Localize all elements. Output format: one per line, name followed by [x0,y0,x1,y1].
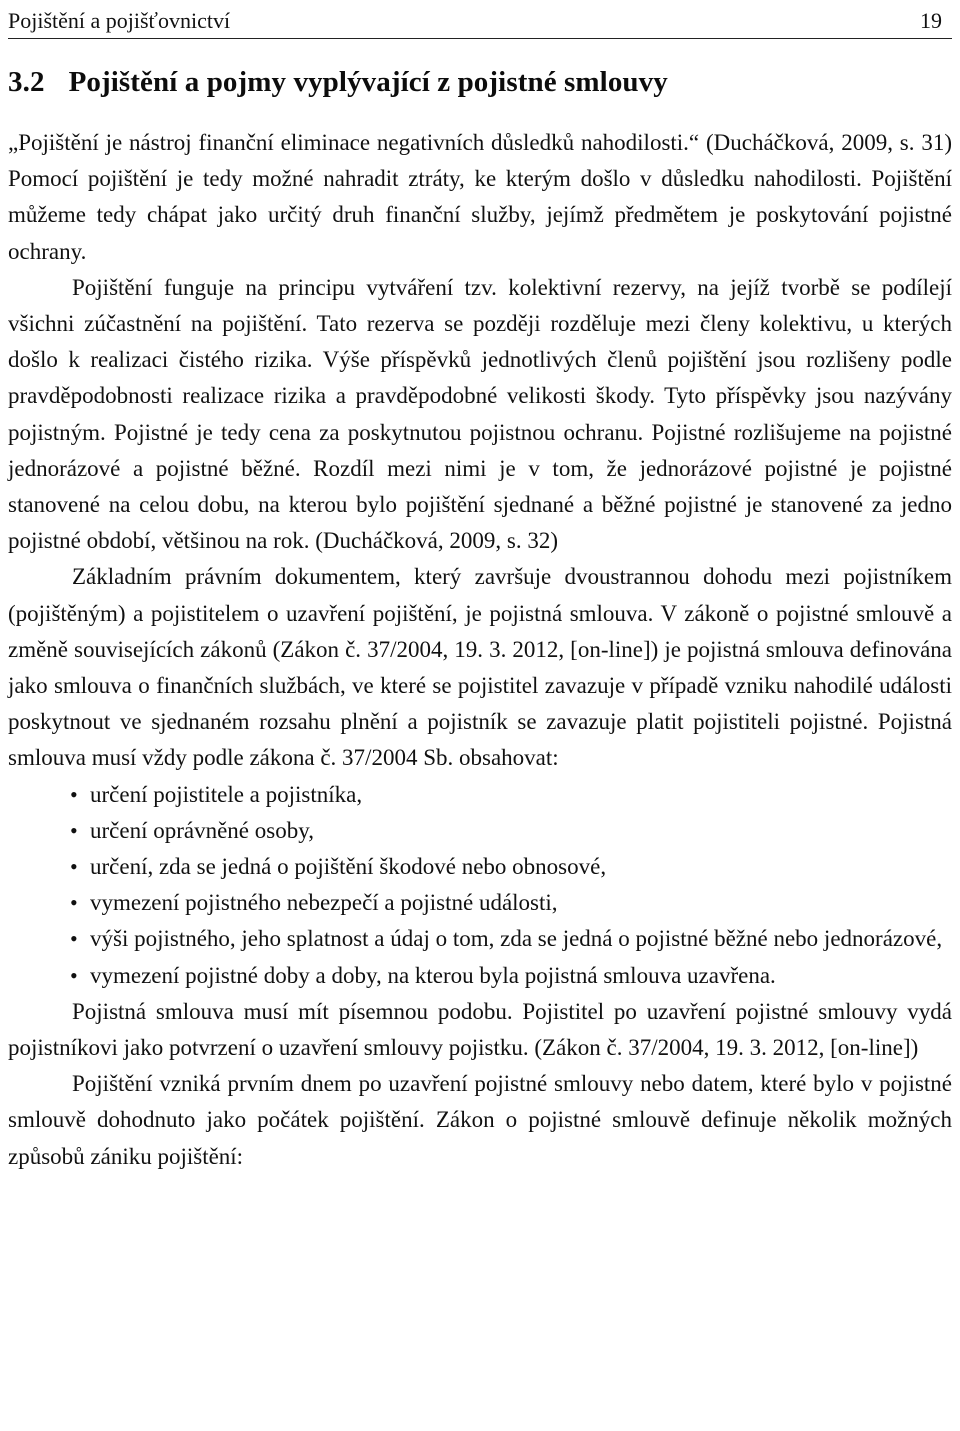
page-number: 19 [920,8,942,33]
paragraph-1: „Pojištění je nástroj finanční eliminace negativních důsledků nahodilosti.“ (Ducháčková, 2009, s. 31) Pomocí pojištění je tedy možné nahradit ztráty, ke kterým došlo v důsledku nahodilosti. Pojištění můžeme tedy chápat jako určitý druh finanční služby, jejímž předmětem je poskytování pojistné ochrany. [8,130,952,264]
paragraph-3: Základním právním dokumentem, který završuje dvoustrannou dohodu mezi pojistníkem (pojištěným) a pojistitelem o uzavření pojištění, je pojistná smlouva. V zákoně o pojistné smlouvě a změně souvisejících zákonů (Zákon č. 37/2004, 19. 3. 2012, [on-line]) je pojistná smlouva definována jako smlouva o finančních službách, ve které se pojistitel zavazuje v případě vzniku nahodilé události poskytnout ve sjednaném rozsahu plnění a pojistník se zavazuje platit pojistiteli pojistné. Pojistná smlouva musí vždy podle zákona č. 37/2004 Sb. obsahovat: [8,564,952,771]
list-item: • vymezení pojistné doby a doby, na kterou byla pojistná smlouva uzavřena. [8,958,952,994]
paragraph-5: Pojištění vzniká prvním dnem po uzavření pojistné smlouvy nebo datem, které bylo v pojistné smlouvě dohodnuto jako počátek pojištění. Zákon o pojistné smlouvě definuje několik možných způsobů zániku pojištění: [8,1071,952,1169]
bullet-icon: • [70,781,78,807]
section-number: 3.2 [8,66,45,98]
section-heading [8,66,668,99]
paragraph-4: Pojistná smlouva musí mít písemnou podobu. Pojistitel po uzavření pojistné smlouvy vydá pojistníkovi jako potvrzení o uzavření smlouvy pojistku. (Zákon č. 37/2004, 19. 3. 2012, [on-line]) [8,998,952,1061]
bullet-icon: • [70,854,78,880]
bullet-icon: • [70,817,78,843]
list-item: • určení oprávněné osoby, [8,813,952,849]
section-title: Pojištění a pojmy vyplývající z pojistné smlouvy [68,66,668,98]
running-header [8,0,952,39]
body-text [8,125,952,1175]
bullet-icon: • [70,926,78,952]
bullet-icon: • [70,962,78,988]
required-contents-list [8,777,952,994]
list-item: • výši pojistného, jeho splatnost a údaj o tom, zda se jedná o pojistné běžné nebo jednorázové, [8,921,952,957]
paragraph-2: Pojištění funguje na principu vytváření tzv. kolektivní rezervy, na jejíž tvorbě se podílejí všichni zúčastnění na pojištění. Tato rezerva se později rozděluje mezi členy kolektivu, u kterých došlo k realizaci čistého rizika. Výše příspěvků jednotlivých členů pojištění jsou rozlišeny podle pravděpodobnosti realizace rizika a pravděpodobné velikosti škody. Tyto příspěvky jsou nazývány pojistným. Pojistné je tedy cena za poskytnutou pojistnou ochranu. Pojistné rozlišujeme na pojistné jednorázové a pojistné běžné. Rozdíl mezi nimi je v tom, že jednorázové pojistné je pojistné stanovené na celou dobu, na kterou bylo pojištění sjednané a běžné pojistné je stanovené za jedno pojistné období, většinou na rok. (Ducháčková, 2009, s. 32) [8,274,952,554]
bullet-icon: • [70,890,78,916]
header-title: Pojištění a pojišťovnictví [8,8,231,33]
list-item: • vymezení pojistného nebezpečí a pojistné události, [8,885,952,921]
list-item: • určení, zda se jedná o pojištění škodové nebo obnosové, [8,849,952,885]
list-item: • určení pojistitele a pojistníka, [8,777,952,813]
